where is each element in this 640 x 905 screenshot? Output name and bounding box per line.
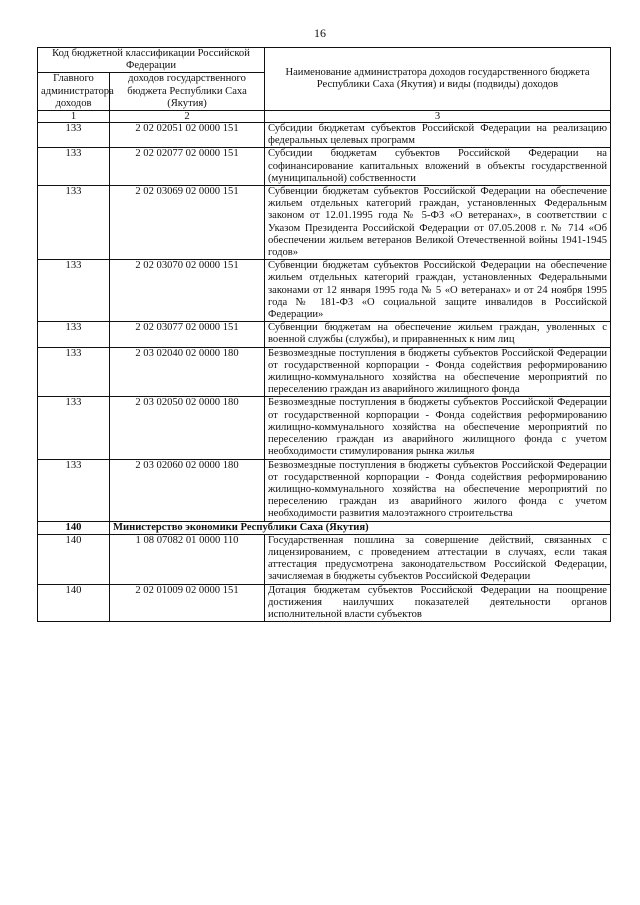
income-name: Субсидии бюджетам субъектов Российской Федерации на софинансирование капитальных вложений в объекты государственной (муниципальной) собственности [265,148,611,186]
header-col2: доходов государственного бюджета Республики Саха (Якутия) [110,73,265,111]
income-name: Безвозмездные поступления в бюджеты субъектов Российской Федерации от государственной корпорации - Фонда содействия реформированию жилищно-коммунального хозяйства на обеспечение мероприятий по переселению граждан из аварийного жилищного фонда [265,347,611,397]
admin-code: 133 [38,459,110,521]
admin-code: 140 [38,534,110,584]
column-number: 2 [110,111,265,123]
income-code: 2 02 02077 02 0000 151 [110,148,265,186]
table-row [38,186,611,260]
header-group: Код бюджетной классификации Российской Федерации [38,48,265,73]
section-row [38,521,611,534]
admin-code: 140 [38,584,110,622]
section-admin-code: 140 [38,521,110,534]
income-code: 2 03 02040 02 0000 180 [110,347,265,397]
income-name: Дотация бюджетам субъектов Российской Федерации на поощрение достижения наилучших показателей деятельности органов исполнительной власти субъектов [265,584,611,622]
income-code: 2 02 02051 02 0000 151 [110,123,265,148]
income-code: 2 03 02050 02 0000 180 [110,397,265,459]
section-title: Министерство экономики Республики Саха (Якутия) [110,521,611,534]
table-row [38,397,611,459]
income-code: 2 02 03077 02 0000 151 [110,322,265,347]
income-code: 1 08 07082 01 0000 110 [110,534,265,584]
table-row [38,260,611,322]
page-number: 16 [314,26,326,40]
admin-code: 133 [38,322,110,347]
income-name: Государственная пошлина за совершение действий, связанных с лицензированием, с проведением аттестации в случаях, если такая аттестация предусмотрена законодательством Российской Федерации, зачисляемая в бюджеты субъектов Российской Федерации [265,534,611,584]
column-number-row [38,111,611,123]
table-row [38,534,611,584]
table-row [38,322,611,347]
admin-code: 133 [38,397,110,459]
table-row [38,584,611,622]
income-code: 2 03 02060 02 0000 180 [110,459,265,521]
admin-code: 133 [38,123,110,148]
income-name: Безвозмездные поступления в бюджеты субъектов Российской Федерации от государственной корпорации - Фонда содействия реформированию жилищно-коммунального хозяйства на обеспечение мероприятий по переселению граждан из аварийного жилого фонда с учетом необходимости развития малоэтажного строительства [265,459,611,521]
admin-code: 133 [38,186,110,260]
income-name: Субвенции бюджетам на обеспечение жильем граждан, уволенных с военной службы (службы), и приравненных к ним лиц [265,322,611,347]
budget-classification-table [37,47,611,622]
admin-code: 133 [38,347,110,397]
header-col1: Главного администратора доходов [38,73,110,111]
income-name: Субсидии бюджетам субъектов Российской Федерации на реализацию федеральных целевых программ [265,123,611,148]
admin-code: 133 [38,148,110,186]
header-row-1 [38,48,611,73]
income-code: 2 02 03069 02 0000 151 [110,186,265,260]
column-number: 3 [265,111,611,123]
admin-code: 133 [38,260,110,322]
table-row [38,148,611,186]
income-name: Субвенции бюджетам субъектов Российской Федерации на обеспечение жильем отдельных категорий граждан, установленных Федеральным законом от 12.01.1995 года № 5-ФЗ «О ветеранах», в соответствии с Указом Президента Российской Федерации от 07.05.2008 г. № 714 «Об обеспечении жильем ветеранов Великой Отечественной войны 1941-1945 годов» [265,186,611,260]
table-row [38,347,611,397]
header-col3: Наименование администратора доходов государственного бюджета Республики Саха (Якутия) и виды (подвиды) доходов [265,48,611,111]
table-row [38,123,611,148]
table-row [38,459,611,521]
income-code: 2 02 03070 02 0000 151 [110,260,265,322]
income-name: Безвозмездные поступления в бюджеты субъектов Российской Федерации от государственной корпорации - Фонда содействия реформированию жилищно-коммунального хозяйства на обеспечение мероприятий по переселению граждан из аварийного жилищного фонда с учетом необходимости стимулирования рынка жилья [265,397,611,459]
income-code: 2 02 01009 02 0000 151 [110,584,265,622]
income-name: Субвенции бюджетам субъектов Российской Федерации на обеспечение жильем отдельных категорий граждан, установленных Федеральными законами от 12 января 1995 года № 5 «О ветеранах» и от 24 ноября 1995 года № 181-ФЗ «О социальной защите инвалидов в Российской Федерации» [265,260,611,322]
column-number: 1 [38,111,110,123]
